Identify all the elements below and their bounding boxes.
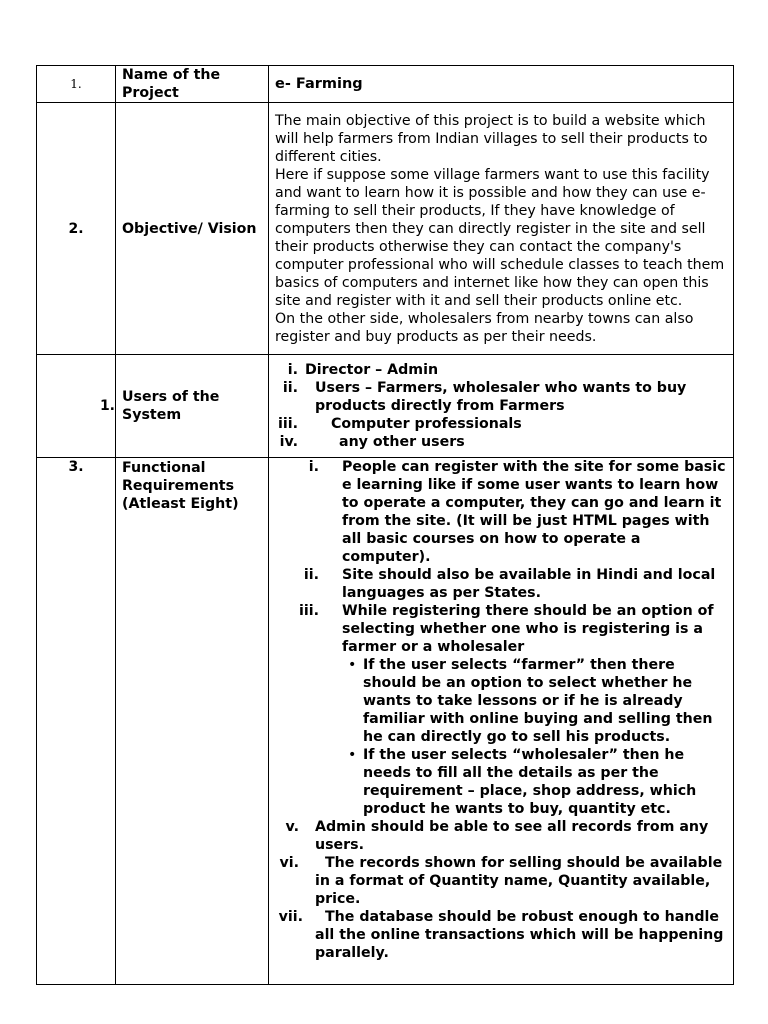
functional-list-cell bbox=[269, 458, 734, 985]
row-label: Users of the System bbox=[116, 355, 269, 458]
functional-requirements-list bbox=[275, 458, 729, 962]
list-item: ii. Users – Farmers, wholesaler who wants to buy products directly from Farmers bbox=[282, 380, 687, 414]
list-item: vii. The database should be robust enough to handle all the online transactions which will be happening parallely. bbox=[278, 909, 724, 961]
table-row-functional-requirements bbox=[37, 458, 734, 985]
list-item: ii. Site should also be available in Hindi and local languages as per States. bbox=[303, 567, 716, 601]
table-row-objective bbox=[37, 103, 734, 355]
row-number: 3. bbox=[37, 458, 116, 985]
objective-paragraph: On the other side, wholesalers from nearby towns can also register and buy products as per their needs. bbox=[275, 310, 694, 345]
requirements-table bbox=[36, 65, 734, 985]
bullet-item: • If the user selects “wholesaler” then he needs to fill all the details as per the requirement – place, shop address, which product he wants to buy, quantity etc. bbox=[348, 747, 697, 817]
list-item: iv. any other users bbox=[279, 434, 465, 450]
row-number-text: 1. bbox=[99, 398, 115, 414]
list-item: iii. Computer professionals bbox=[278, 416, 522, 432]
row-number: 2. bbox=[37, 103, 116, 355]
objective-text bbox=[269, 103, 734, 355]
list-item: i. Director – Admin bbox=[287, 362, 439, 378]
list-item: vi. The records shown for selling should be available in a format of Quantity name, Quantity available, price. bbox=[279, 855, 723, 907]
row-label: Name of the Project bbox=[116, 66, 269, 103]
project-name-value: e- Farming bbox=[269, 66, 734, 103]
row-label: Objective/ Vision bbox=[116, 103, 269, 355]
row-number bbox=[37, 355, 116, 458]
bullet-dot: • bbox=[348, 747, 357, 763]
list-item: i. People can register with the site for some basic e learning like if some user wants to learn how to operate a computer, they can go and learn it from the site. (It will be just HTML pages with all basic courses on how to operate a computer). bbox=[308, 459, 726, 565]
bullet-dot: • bbox=[348, 657, 357, 673]
registration-options-list bbox=[276, 656, 729, 818]
row-label: Functional Requirements (Atleast Eight) bbox=[116, 458, 269, 985]
users-list bbox=[275, 361, 729, 451]
table-row-users bbox=[37, 355, 734, 458]
bullet-item: • If the user selects “farmer” then there should be an option to select whether he wants to take lessons or if he is already familiar with online buying and selling then he can directly go to sell his products. bbox=[348, 657, 713, 745]
users-list-cell bbox=[269, 355, 734, 458]
objective-paragraph: The main objective of this project is to build a website which will help farmers from Indian villages to sell their products to different cities. bbox=[275, 112, 708, 165]
list-item: v. Admin should be able to see all records from any users. bbox=[285, 819, 709, 853]
table-row-project-name bbox=[37, 66, 734, 103]
objective-paragraph: Here if suppose some village farmers want to use this facility and want to learn how it is possible and how they can use e-farming to sell their products, If they have knowledge of computers then they can directly register in the site and sell their products otherwise they can contact the company's computer professional who will schedule classes to teach them basics of computers and internet like how they can open this site and register with it and sell their products online etc. bbox=[275, 166, 725, 309]
row-number: 1. bbox=[37, 66, 116, 103]
list-item: iii. While registering there should be an option of selecting whether one who is registering is a farmer or a wholesaler • If the user selects “farmer” then there should be an option to select whether he wants to take lessons or if he is already familiar with online buying and selling then he can directly go to sell his products. • If the user selects “wholesaler” then he needs to fill all the details as per the requirement – place, shop address, which product he wants to buy, quantity etc. bbox=[275, 602, 729, 818]
